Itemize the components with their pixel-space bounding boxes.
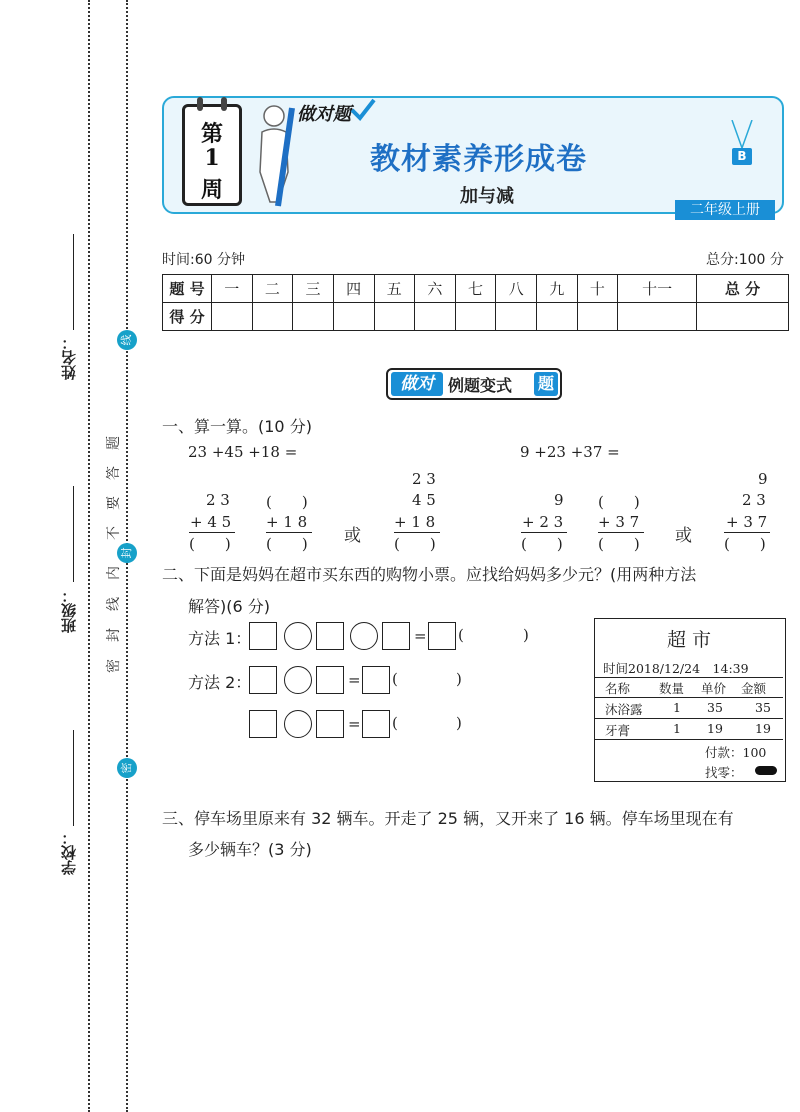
table-header-cell: 三	[293, 275, 334, 303]
q2-title: 二、下面是妈妈在超市买东西的购物小票。应找给妈妈多少元？(用两种方法	[162, 565, 697, 584]
q3-line1: 三、停车场里原来有 32 辆车。开走了 25 辆，又开来了 16 辆。停车场里现在有	[162, 809, 734, 828]
class-label: 班级：	[60, 588, 78, 633]
notice-char: 内	[106, 566, 122, 580]
score-cell[interactable]	[455, 303, 496, 331]
answer-box[interactable]	[382, 622, 410, 650]
receipt-paid: 付款：100	[705, 745, 767, 760]
q2-title-continued: 解答)(6 分)	[188, 597, 270, 616]
receipt-divider	[595, 677, 783, 678]
answer-box[interactable]	[362, 666, 390, 694]
receipt-item-amount: 19	[755, 721, 771, 736]
receipt-item-qty: 1	[673, 721, 681, 736]
receipt-item-price: 35	[707, 700, 723, 715]
q1-left-c-row1: 2 3	[412, 470, 436, 488]
q1-right-b-blank[interactable]: ( )	[598, 535, 640, 553]
score-cell[interactable]	[415, 303, 456, 331]
q1-right-c-add: + 3 7	[726, 513, 768, 531]
name-rule	[73, 234, 74, 330]
q1-left-b-blank[interactable]: ( )	[266, 535, 308, 553]
q1-right-expression: 9 +23 +37 =	[520, 443, 620, 461]
calendar-char: 第	[200, 121, 223, 147]
section-banner	[386, 368, 562, 400]
table-header-cell: 六	[415, 275, 456, 303]
answer-box[interactable]	[316, 666, 344, 694]
method2-label: 方法 2：	[188, 673, 252, 692]
grade-label: 二年级上册	[675, 200, 775, 220]
q1-left-c-add: + 1 8	[394, 513, 436, 531]
answer-box[interactable]	[428, 622, 456, 650]
week-calendar-icon	[182, 104, 242, 206]
score-table-score-row	[163, 303, 789, 331]
class-rule	[73, 486, 74, 582]
checkmark-icon	[350, 98, 376, 122]
figure-with-pencil-icon	[248, 102, 300, 208]
paren-close: )	[523, 626, 529, 644]
calendar-ring	[197, 97, 203, 111]
operator-circle[interactable]	[350, 622, 378, 650]
paper-subtitle: 加与减	[460, 186, 514, 207]
q1-left-or: 或	[344, 526, 361, 546]
q1-left-a-add: + 4 5	[190, 513, 232, 531]
notice-char: 线	[106, 597, 122, 611]
q1-left-expression: 23 +45 +18 =	[188, 443, 298, 461]
calendar-week-number: 1	[204, 145, 220, 171]
seal-dot-line: 线	[117, 330, 137, 350]
table-header-cell: 十	[577, 275, 618, 303]
answer-box[interactable]	[316, 710, 344, 738]
notice-char: 封	[106, 628, 122, 642]
answer-box[interactable]	[249, 710, 277, 738]
q1-left-b-top[interactable]: ( )	[266, 493, 308, 511]
q1-right-a-add: + 2 3	[522, 513, 564, 531]
q1-right-c-row1: 2 3	[742, 491, 766, 509]
operator-circle[interactable]	[284, 622, 312, 650]
table-header-cell: 五	[374, 275, 415, 303]
paren-open: (	[392, 670, 398, 688]
calendar-char: 周	[200, 177, 223, 203]
q1-left-c-row2: 4 5	[412, 491, 436, 509]
table-header-cell: 二	[252, 275, 293, 303]
q1-left-c-blank[interactable]: ( )	[394, 535, 436, 553]
receipt-item-qty: 1	[673, 700, 681, 715]
receipt-divider	[595, 739, 783, 740]
table-header-cell: 题 号	[163, 275, 212, 303]
seal-dot-seal: 封	[117, 543, 137, 563]
answer-box[interactable]	[316, 622, 344, 650]
answer-box[interactable]	[249, 622, 277, 650]
equals-sign: =	[348, 671, 361, 689]
table-row-label: 得 分	[163, 303, 212, 331]
table-header-cell: 总 分	[696, 275, 788, 303]
table-header-cell: 十一	[618, 275, 697, 303]
header-banner	[162, 96, 784, 218]
brand-logo: 做对题	[297, 104, 351, 125]
paren-open: (	[458, 626, 464, 644]
score-table	[162, 274, 789, 331]
shopping-receipt	[594, 618, 786, 782]
receipt-item-name: 牙膏	[605, 723, 631, 738]
receipt-header: 数量	[659, 681, 685, 696]
notice-char: 要	[106, 496, 122, 510]
table-header-cell: 一	[212, 275, 253, 303]
score-cell[interactable]	[696, 303, 788, 331]
q1-right-b-top[interactable]: ( )	[598, 493, 640, 511]
hanging-tag-string-icon	[728, 120, 756, 150]
score-table-header-row	[163, 275, 789, 303]
answer-box[interactable]	[362, 710, 390, 738]
notice-char: 题	[106, 436, 122, 450]
school-rule	[73, 730, 74, 826]
seal-dot-secret: 密	[117, 758, 137, 778]
paren-open: (	[392, 714, 398, 732]
score-cell[interactable]	[374, 303, 415, 331]
q1-right-or: 或	[675, 526, 692, 546]
table-header-cell: 八	[496, 275, 537, 303]
score-cell[interactable]	[496, 303, 537, 331]
section-banner-title: 例题变式	[448, 376, 513, 395]
operator-circle[interactable]	[284, 710, 312, 738]
name-label: 姓名：	[60, 335, 78, 380]
table-header-cell: 七	[455, 275, 496, 303]
score-cell[interactable]	[252, 303, 293, 331]
receipt-divider	[595, 718, 783, 719]
table-header-cell: 四	[333, 275, 374, 303]
paper-title: 教材素养形成卷	[370, 142, 587, 177]
binding-line-outer	[88, 0, 90, 1112]
receipt-header: 单价	[701, 681, 727, 696]
score-cell[interactable]	[618, 303, 697, 331]
notice-char: 不	[106, 526, 122, 540]
q1-right-c-row0: 9	[758, 470, 768, 488]
time-limit: 时间:60 分钟	[162, 252, 245, 268]
q1-right-a-blank[interactable]: ( )	[521, 535, 563, 553]
paren-close: )	[456, 714, 462, 732]
method1-label: 方法 1：	[188, 629, 252, 648]
receipt-change: 找零：	[705, 765, 743, 780]
receipt-item-price: 19	[707, 721, 723, 736]
table-header-cell: 九	[537, 275, 578, 303]
receipt-divider	[595, 697, 783, 698]
receipt-title: 超 市	[666, 629, 712, 651]
calendar-ring	[221, 97, 227, 111]
section-banner-right: 题	[534, 372, 558, 396]
answer-box[interactable]	[249, 666, 277, 694]
receipt-item-amount: 35	[755, 700, 771, 715]
q1-left-a-blank[interactable]: ( )	[189, 535, 231, 553]
total-score: 总分:100 分	[706, 252, 784, 268]
score-cell[interactable]	[333, 303, 374, 331]
q1-left-a-top: 2 3	[206, 491, 230, 509]
section-banner-left: 做对	[391, 372, 443, 396]
notice-char: 密	[106, 659, 122, 673]
version-tag: B	[732, 148, 752, 165]
score-cell[interactable]	[293, 303, 334, 331]
q3-line2: 多少辆车？(3 分)	[188, 840, 312, 859]
q1-right-c-blank[interactable]: ( )	[724, 535, 766, 553]
notice-char: 答	[106, 466, 122, 480]
score-cell[interactable]	[537, 303, 578, 331]
receipt-header: 名称	[605, 681, 631, 696]
q1-right-b-add: + 3 7	[598, 513, 640, 531]
score-cell[interactable]	[212, 303, 253, 331]
obscured-change-blot	[755, 766, 777, 775]
receipt-header: 金额	[741, 681, 767, 696]
score-cell[interactable]	[577, 303, 618, 331]
equals-sign: =	[348, 715, 361, 733]
equals-sign: =	[414, 627, 427, 645]
operator-circle[interactable]	[284, 666, 312, 694]
school-label: 学校：	[60, 830, 78, 875]
q1-right-a-top: 9	[554, 491, 564, 509]
q1-title: 一、算一算。(10 分)	[162, 417, 312, 436]
receipt-time: 时间2018/12/24 14:39	[603, 661, 749, 676]
q1-left-b-add: + 1 8	[266, 513, 308, 531]
paren-close: )	[456, 670, 462, 688]
receipt-item-name: 沐浴露	[605, 702, 643, 717]
